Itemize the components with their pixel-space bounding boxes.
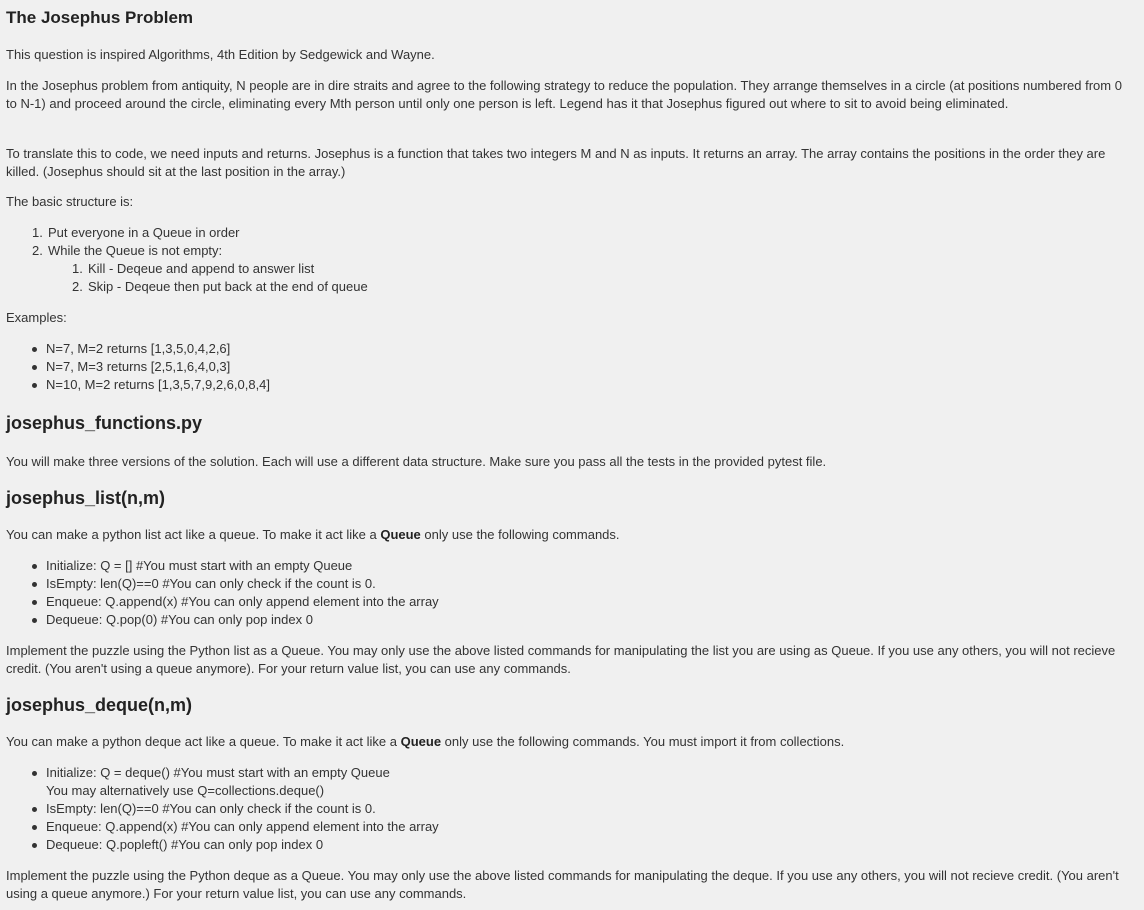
bullet-icon — [32, 383, 37, 388]
deque-intro-bold: Queue — [400, 734, 442, 749]
deque-intro-text: You can make a python deque act like a queue. To make it act like a — [6, 734, 401, 749]
example-item — [30, 376, 270, 394]
structure-substep — [72, 278, 368, 296]
list-commands-list — [30, 557, 439, 629]
list-command-item — [30, 611, 439, 629]
intro-paragraph-3: To translate this to code, we need inputs and returns. Josephus is a function that takes two integers M and N as inputs. It returns an array. The array contains the positions in the order they are killed. (Josephus should sit at the last position in the array.) — [6, 146, 1106, 179]
example-text: N=10, M=2 returns [1,3,5,7,9,2,6,0,8,4] — [46, 377, 271, 392]
structure-substep — [72, 260, 368, 278]
deque-command-item — [30, 800, 439, 818]
list-command-item — [30, 593, 439, 611]
list-outro: Implement the puzzle using the Python list as a Queue. You may only use the above listed commands for manipulating the list you are using as Queue. If you use any others, you will not recieve credit. (You aren't using a queue anymore). For your return value list, you can use any commands. — [6, 643, 1116, 676]
step-text: While the Queue is not empty: — [48, 243, 223, 258]
list-intro-bold: Queue — [380, 527, 421, 542]
deque-intro — [6, 733, 1124, 751]
bullet-icon — [32, 843, 37, 848]
substep-text: Skip - Deqeue then put back at the end of queue — [88, 279, 368, 294]
bullet-icon — [32, 365, 37, 370]
deque-intro-text-end: only use the following commands. You must import it from collections. — [441, 734, 845, 749]
structure-step — [32, 224, 240, 242]
bullet-icon — [32, 807, 37, 812]
bullet-icon — [32, 600, 37, 605]
substep-number: 1. — [72, 261, 83, 276]
bullet-icon — [32, 618, 37, 623]
examples-list — [30, 340, 270, 394]
structure-step — [32, 242, 240, 260]
command-text: Enqueue: Q.append(x) #You can only append element into the array — [46, 594, 439, 609]
structure-substeps-list — [72, 260, 368, 296]
functions-description: You will make three versions of the solution. Each will use a different data structure. Make sure you pass all the tests in the provided pytest file. — [6, 454, 827, 469]
step-text: Put everyone in a Queue in order — [48, 225, 240, 240]
examples-label: Examples: — [6, 310, 67, 325]
command-text: Enqueue: Q.append(x) #You can only append element into the array — [46, 819, 439, 834]
command-text: Initialize: Q = [] #You must start with an empty Queue — [46, 558, 353, 573]
substep-number: 2. — [72, 279, 83, 294]
step-number: 2. — [32, 243, 43, 258]
deque-outro: Implement the puzzle using the Python deque as a Queue. You may only use the above listed commands for manipulating the deque. If you use any others, you will not recieve credit. (You aren't using a queue anymore.) For your return value list, you can use any commands. — [6, 868, 1119, 901]
intro-paragraph-2: In the Josephus problem from antiquity, N people are in dire straits and agree to the following strategy to reduce the population. They arrange themselves in a circle (at positions numbered from 0 to N-1) and proceed around the circle, eliminating every Mth person until only one person is left. Legend has it that Josephus figured out where to sit to avoid being eliminated. — [6, 78, 1122, 111]
bullet-icon — [32, 347, 37, 352]
list-intro — [6, 526, 1124, 544]
deque-commands-list — [30, 764, 439, 854]
step-number: 1. — [32, 225, 43, 240]
structure-steps-list — [32, 224, 240, 260]
intro-paragraph-1: This question is inspired Algorithms, 4th Edition by Sedgewick and Wayne. — [6, 47, 435, 62]
list-command-item — [30, 575, 439, 593]
command-note: You may alternatively use Q=collections.deque() — [46, 783, 325, 798]
bullet-icon — [32, 582, 37, 587]
list-function-heading: josephus_list(n,m) — [6, 488, 166, 508]
command-text: Initialize: Q = deque() #You must start with an empty Queue — [46, 765, 390, 780]
example-text: N=7, M=3 returns [2,5,1,6,4,0,3] — [46, 359, 231, 374]
bullet-icon — [32, 825, 37, 830]
page-title: The Josephus Problem — [6, 8, 194, 27]
functions-file-heading: josephus_functions.py — [6, 413, 203, 433]
bullet-icon — [32, 564, 37, 569]
example-item — [30, 340, 270, 358]
deque-command-item — [30, 836, 439, 854]
bullet-icon — [32, 771, 37, 776]
deque-command-item — [30, 818, 439, 836]
substep-text: Kill - Deqeue and append to answer list — [88, 261, 315, 276]
example-item — [30, 358, 270, 376]
list-intro-text: You can make a python list act like a queue. To make it act like a — [6, 527, 381, 542]
list-intro-text-end: only use the following commands. — [420, 527, 620, 542]
command-text: Dequeue: Q.pop(0) #You can only pop index 0 — [46, 612, 313, 627]
command-text: IsEmpty: len(Q)==0 #You can only check if the count is 0. — [46, 576, 376, 591]
example-text: N=7, M=2 returns [1,3,5,0,4,2,6] — [46, 341, 231, 356]
command-text: IsEmpty: len(Q)==0 #You can only check if the count is 0. — [46, 801, 376, 816]
list-command-item — [30, 557, 439, 575]
deque-command-item — [30, 764, 439, 800]
structure-label: The basic structure is: — [6, 194, 134, 209]
command-text: Dequeue: Q.popleft() #You can only pop index 0 — [46, 837, 324, 852]
deque-function-heading: josephus_deque(n,m) — [6, 695, 193, 715]
